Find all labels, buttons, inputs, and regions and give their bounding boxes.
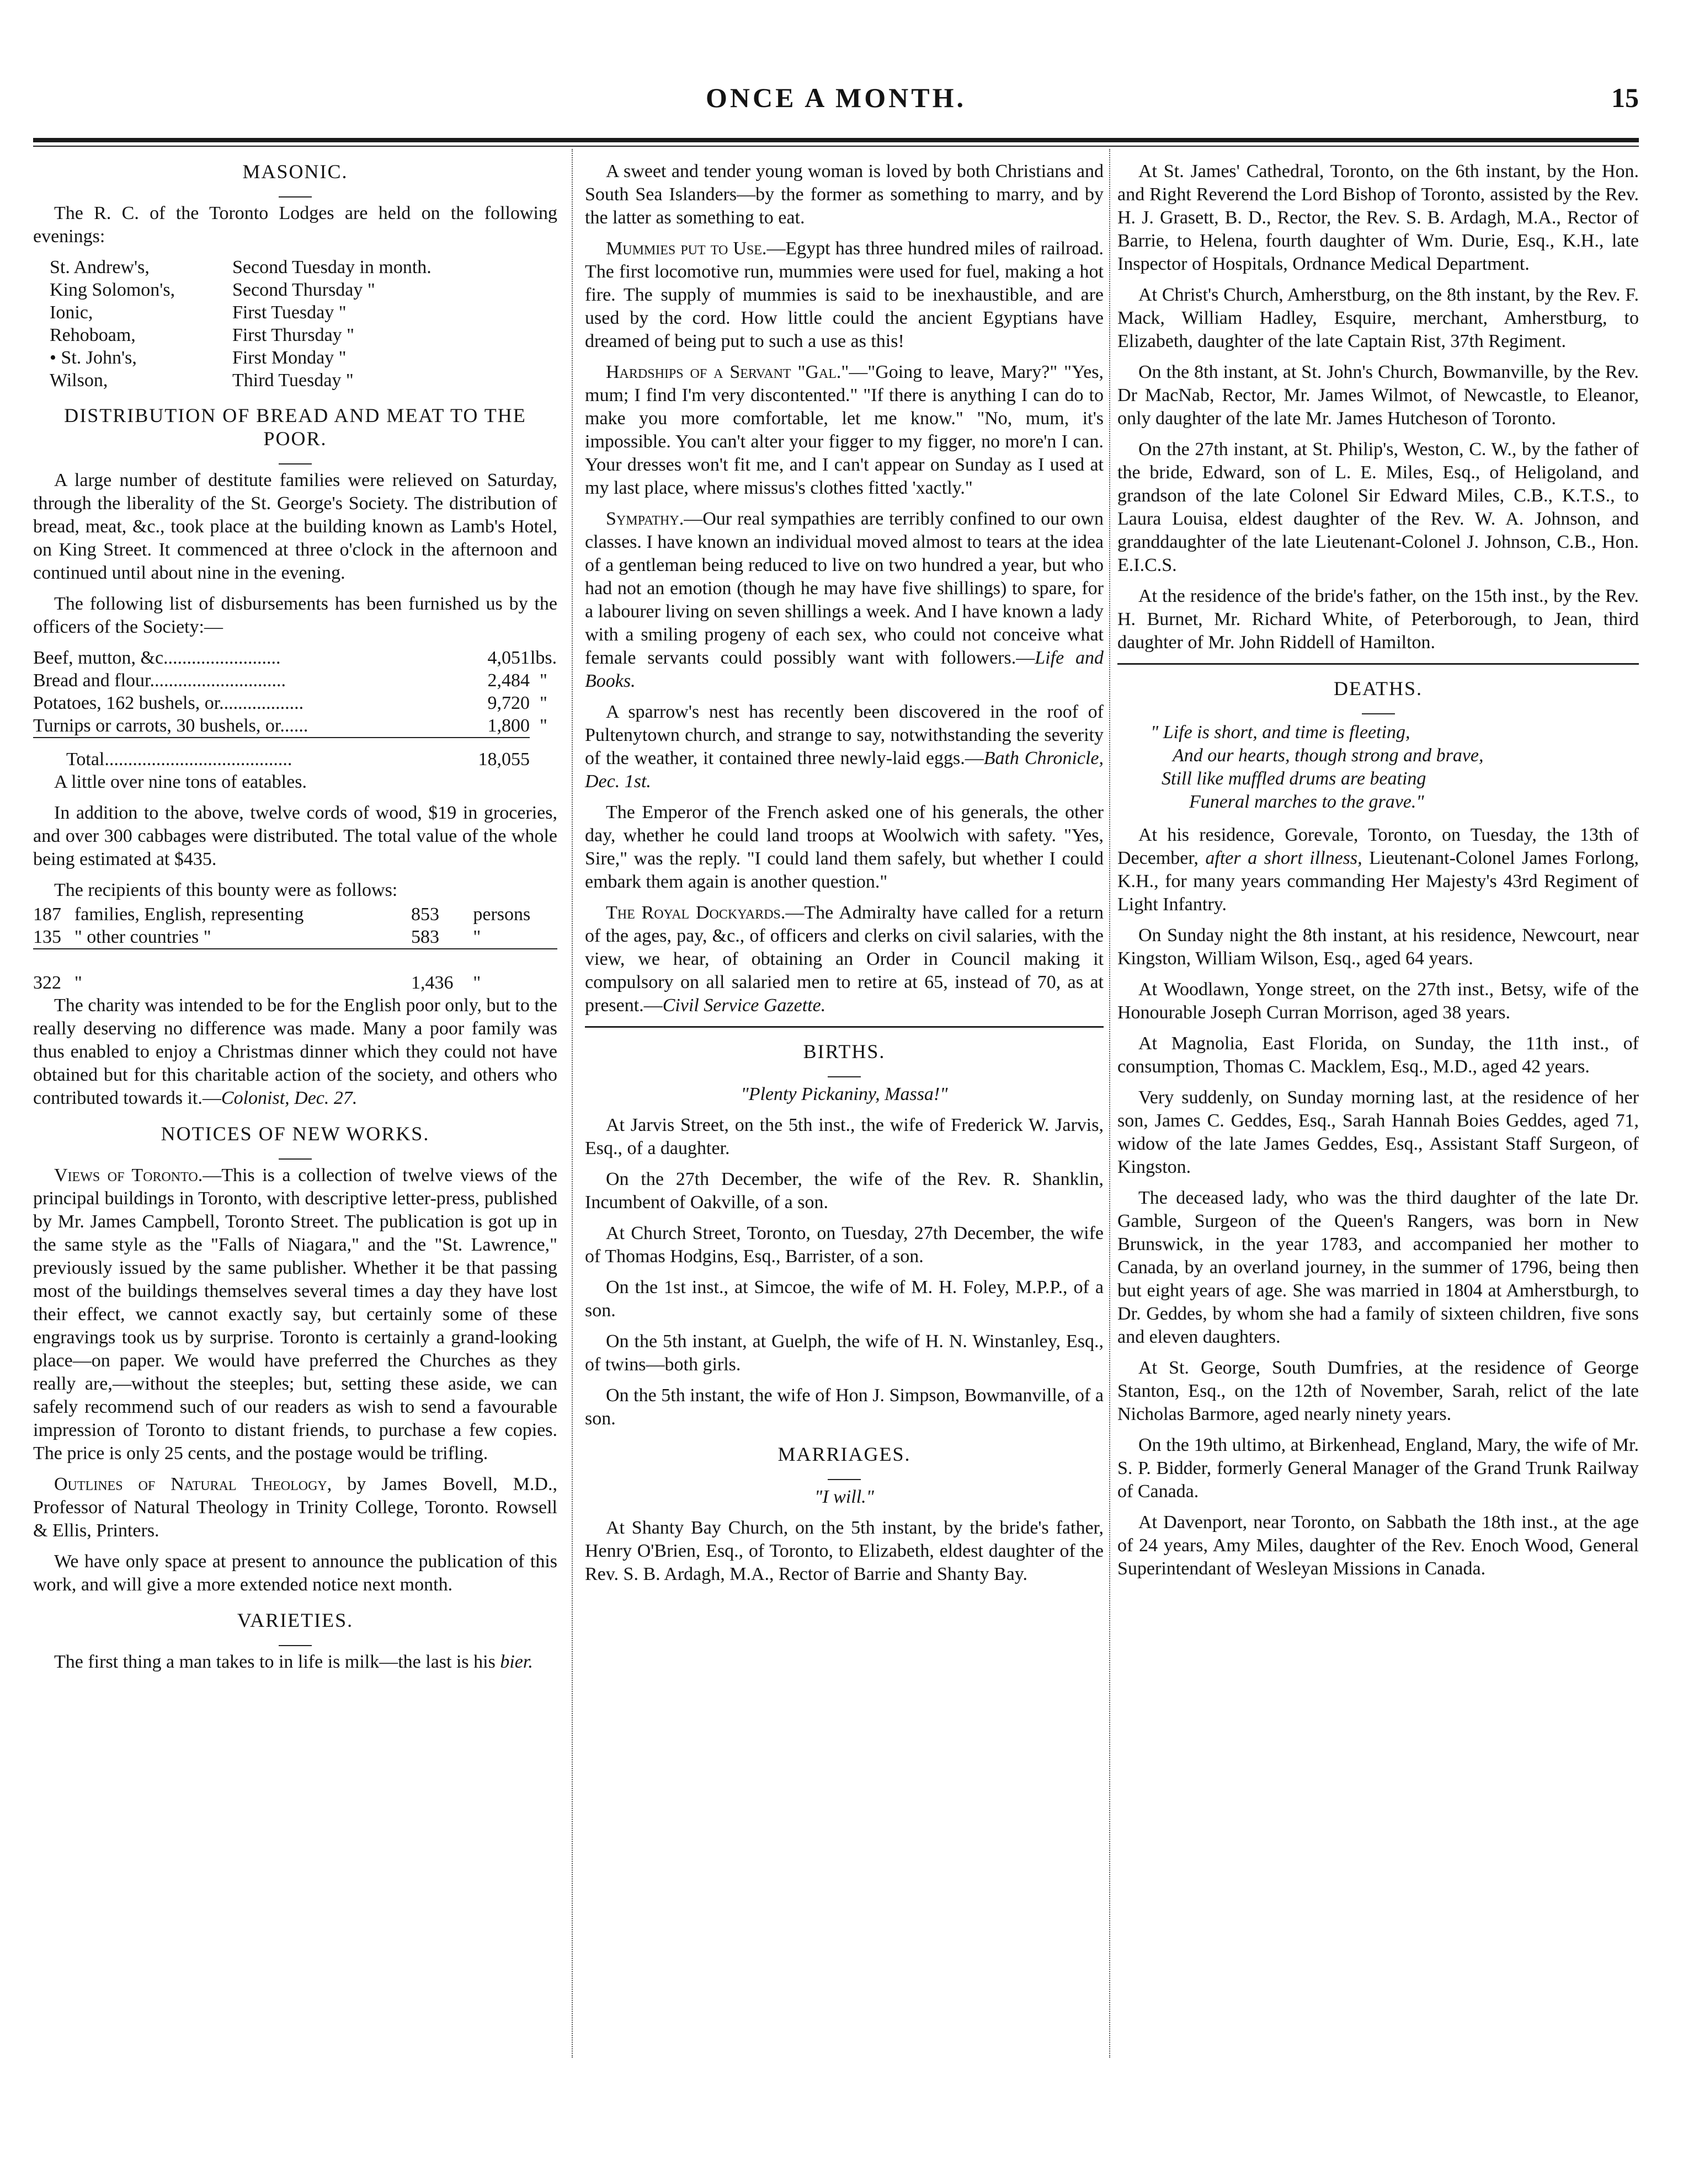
paragraph-text: —Our real sympathies are terribly confined to our own classes. I have known an individual moved almost to tears at the idea of a gentleman being reduced to live on two hundred a year, but who had not an emotion (though he may have five shillings) to spare, for a labourer living on seven shillings a week. And I have known a lady with a smiling progeny of each sex, who could not conceive what female servants could possibly want with followers.—: [585, 509, 1104, 668]
section-heading: MASONIC.: [242, 161, 348, 183]
table-row: [33, 279, 557, 301]
table-row: [33, 669, 557, 692]
section-motto: "I will.": [814, 1487, 874, 1507]
lodge-name: Ionic,: [50, 302, 93, 323]
death-entry: At Davenport, near Toronto, on Sabbath the 18th inst., at the age of 24 years, Amy Miles, daughter of the Rev. Enoch Wood, General Superintendant of Wesleyan Missions in Canada.: [1117, 1512, 1639, 1579]
recipient-desc: families, English, representing: [74, 904, 304, 925]
lodge-name: • St. John's,: [50, 348, 137, 368]
total-value: 18,055: [451, 738, 530, 771]
lodge-day: First Thursday ": [232, 325, 355, 345]
marriage-entry: On the 8th instant, at St. John's Church, Bowmanville, by the Rev. Dr MacNab, Rector, Mr. James Wilmot, of Newcastle, to Eleanor, only daughter of the late Mr. James Hutcheson of Toronto.: [1117, 362, 1639, 429]
section-motto: "Plenty Pickaniny, Massa!": [741, 1084, 948, 1104]
recipient-count: 135: [33, 927, 61, 947]
lodge-name: Wilson,: [50, 370, 108, 391]
recipient-unit: persons: [473, 904, 531, 925]
paragraph: The recipients of this bounty were as follows:: [54, 880, 398, 900]
paragraph: The Emperor of the French asked one of his generals, the other day, whether he could land troops at Woolwich with safety. "Yes, Sire," was the reply. "I could land them safely, but whether I could embark them again is another question.": [585, 802, 1104, 892]
death-entry: [1117, 824, 1639, 916]
birth-entry: On the 5th instant, at Guelph, the wife of H. N. Winstanley, Esq., of twins—both girls.: [585, 1331, 1104, 1375]
item-value: 4,051: [487, 648, 530, 668]
lodge-day: Third Tuesday ": [232, 370, 354, 391]
lodge-day: First Tuesday ": [232, 302, 347, 323]
section-heading: MARRIAGES.: [777, 1443, 911, 1465]
death-entry: At St. George, South Dumfries, at the residence of George Stanton, Esq., on the 12th of November, Sarah, relict of the late Nicholas Barmore, aged nearly ninety years.: [1117, 1358, 1639, 1424]
poem-line: And our hearts, though strong and brave,: [1173, 745, 1484, 766]
birth-entry: At Church Street, Toronto, on Tuesday, 27th December, the wife of Thomas Hodgins, Esq., Barrister, of a son.: [585, 1223, 1104, 1267]
poem-line: Still like muffled drums are beating: [1162, 768, 1426, 789]
section-heading: VARIETIES.: [237, 1609, 354, 1631]
item-value: 9,720: [487, 693, 530, 713]
table-row: [33, 647, 557, 669]
paragraph-text: The first thing a man takes to in life is milk—the last is his: [54, 1652, 500, 1672]
column-divider: [1109, 149, 1110, 2058]
birth-entry: On the 1st inst., at Simcoe, the wife of M. H. Foley, M.P.P., of a son.: [585, 1277, 1104, 1321]
header-rule-thin: [33, 146, 1639, 147]
death-entry: On the 19th ultimo, at Birkenhead, England, Mary, the wife of Mr. S. P. Bidder, formerly General Manager of the Grand Trunk Railway of Canada.: [1117, 1435, 1639, 1502]
paragraph-text: At his residence, Gorevale, Toronto, on Tuesday, the 13th of December,: [1117, 825, 1639, 868]
paragraph: In addition to the above, twelve cords of wood, $19 in groceries, and over 300 cabbages were distributed. The total value of the whole being estimated at $435.: [33, 803, 557, 869]
paragraph: [33, 1651, 557, 1674]
paragraph: [585, 701, 1104, 793]
item-value: 1,800: [487, 715, 530, 736]
emphasis: bier.: [500, 1652, 533, 1672]
birth-entry: At Jarvis Street, on the 5th inst., the wife of Frederick W. Jarvis, Esq., of a daughter.: [585, 1115, 1104, 1158]
paragraph: [33, 1164, 557, 1465]
death-entry: Very suddenly, on Sunday morning last, at the residence of her son, James C. Geddes, Esq., Sarah Hannah Boies Geddes, aged 71, widow of the late James Geddes, Esq., Assistant Staff Surgeon, of Kingston.: [1117, 1087, 1639, 1177]
death-entry: The deceased lady, who was the third daughter of the late Dr. Gamble, Surgeon of the Queen's Rangers, was born in New Brunswick, in the year 1783, and accompanied her mother to Canada, by an overland journey, in the summer of 1796, being then but eight years of age. She was married in 1804 at Amherstburgh, to Dr. Geddes, by whom she had a family of sixteen children, five sons and eleven daughters.: [1117, 1188, 1639, 1347]
recipient-persons: 853: [411, 904, 440, 925]
column-right: [1117, 160, 1639, 1588]
source-citation: Bath Chronicle, Dec. 1st.: [585, 748, 1104, 792]
item-unit: ": [540, 715, 547, 736]
death-entry: At Woodlawn, Yonge street, on the 27th inst., Betsy, wife of the Honourable Joseph Curran Morrison, aged 38 years.: [1117, 979, 1639, 1023]
marriage-entry: At Shanty Bay Church, on the 5th instant, by the bride's father, Henry O'Brien, Esq., of Toronto, to Elizabeth, eldest daughter of the Rev. S. B. Ardagh, M.A., Rector of Barrie and Shanty Bay.: [585, 1518, 1104, 1584]
epigraph-poem: [1117, 721, 1639, 814]
item-unit: ": [540, 693, 547, 713]
paragraph: [33, 994, 557, 1110]
lodge-name: St. Andrew's,: [50, 257, 150, 277]
birth-entry: On the 27th December, the wife of the Rev. R. Shanklin, Incumbent of Oakville, of a son.: [585, 1169, 1104, 1213]
table-row: [33, 714, 557, 738]
heading-dash: [1117, 702, 1639, 715]
item-label: Beef, mutton, &c.........................: [33, 648, 281, 668]
heading-dash: [585, 1065, 1104, 1078]
section-heading: NOTICES OF NEW WORKS.: [161, 1123, 430, 1145]
lead-in: Hardships of a Servant "Gal.": [606, 362, 849, 382]
death-entry: On Sunday night the 8th instant, at his residence, Newcourt, near Kingston, William Wilson, Esq., aged 64 years.: [1117, 925, 1639, 969]
section-heading: DEATHS.: [1333, 677, 1423, 699]
running-title: ONCE A MONTH.: [706, 82, 966, 113]
table-row: [33, 369, 557, 392]
paragraph-text: Lieutenant-Colonel James Forlong, K.H., for many years commanding Her Majesty's 43rd Regiment of Light Infantry.: [1117, 848, 1639, 915]
section-heading: BIRTHS.: [803, 1040, 886, 1062]
item-unit: ": [540, 670, 547, 691]
paragraph: [585, 361, 1104, 500]
lodge-day: Second Thursday ": [232, 280, 375, 300]
heading-dash: [585, 1468, 1104, 1481]
lead-in: Views of Toronto.: [54, 1165, 203, 1186]
page-header: [33, 77, 1639, 132]
item-unit: lbs.: [530, 648, 557, 668]
recipient-count: 322: [33, 949, 74, 994]
page-number: 15: [1611, 82, 1639, 113]
paragraph: A little over nine tons of eatables.: [54, 772, 307, 792]
paragraph-text: —This is a collection of twelve views of the principal buildings in Toronto, with descriptive letter-press, published by Mr. James Campbell, Toronto Street. The publication is got up in the same style as the "Falls of Niagara," and the "St. Lawrence," previously issued by the same publisher. Whether it be that passing most of the buildings themselves several times a day they have lost their effect, we cannot exactly say, but certainly some of these engravings took us by surprise. Toronto is certainly a grand-looking place—on paper. We would have preferred the Churches as they really are,—without the steeples; but, setting these aside, we can safely recommend such of our readers as wish to send a favourable impression of Toronto to distant friends, to purchase a few copies. The price is only 25 cents, and the postage would be trifling.: [33, 1165, 557, 1464]
table-row: [33, 301, 557, 324]
lodge-day: First Monday ": [232, 348, 347, 368]
recipient-unit: ": [473, 927, 481, 947]
item-value: 2,484: [487, 670, 530, 691]
paragraph: The following list of disbursements has been furnished us by the officers of the Society:—: [33, 594, 557, 637]
poem-line: " Life is short, and time is fleeting,: [1151, 722, 1410, 743]
item-label: Potatoes, 162 bushels, or..................: [33, 693, 304, 713]
paragraph: A sweet and tender young woman is loved by both Christians and South Sea Islanders—by the former as something to marry, and by the latter as something to eat.: [585, 161, 1104, 228]
recipient-unit: ": [473, 949, 557, 994]
lodge-name: King Solomon's,: [50, 280, 175, 300]
recipient-count: 187: [33, 904, 61, 925]
recipient-desc: " other countries ": [74, 927, 211, 947]
table-row: [33, 903, 557, 926]
paragraph: The R. C. of the Toronto Lodges are held on the following evenings:: [33, 203, 557, 247]
marriage-entry: At St. James' Cathedral, Toronto, on the 6th instant, by the Hon. and Right Reverend the Lord Bishop of Toronto, assisted by the Rev. H. J. Grasett, B. D., Rector, the Rev. S. B. Ardagh, M.A., Rector of Barrie, to Helena, fourth daughter of Wm. Durie, Esq., K.H., late Inspector of Hospitals, Ordnance Medical Department.: [1117, 161, 1639, 274]
recipients-table: [33, 903, 557, 994]
marriage-entry: At the residence of the bride's father, on the 15th inst., by the Rev. H. Burnet, Mr. Richard White, of Peterborough, to Jean, third daughter of Mr. John Riddell of Hamilton.: [1117, 586, 1639, 653]
marriage-entry: On the 27th instant, at St. Philip's, Weston, C. W., by the father of the bride, Edward, son of L. E. Miles, Esq., of Heligoland, and grandson of the late Colonel Sir Edward Miles, C.B., K.T.S., to Laura Louisa, eldest daughter of the Rev. W. A. Johnson, and granddaughter of the late Lieutenant-Colonel J. Johnson, C.B., Hon. E.I.C.S.: [1117, 439, 1639, 575]
lead-in: The Royal Dockyards.: [606, 903, 786, 923]
paragraph-text: —Egypt has three hundred miles of railroad. The first locomotive run, mummies were used for fuel, making a hot fire. The supply of mummies is said to be inexhaustible, and are used by the cord. How little could the ancient Egyptians have dreamed of being put to such a use as this!: [585, 238, 1104, 351]
disbursement-table: [33, 647, 557, 771]
paragraph-text: by James Bovell, M.D., Professor of Natural Theology in Trinity College, Toronto. Rowsell & Ellis, Printers.: [33, 1474, 557, 1541]
heading-dash: [33, 1147, 557, 1161]
paragraph-text: A sparrow's nest has recently been discovered in the roof of Pultenytown church, and strange to say, notwithstanding the severity of the weather, it contained three newly-laid eggs.—: [585, 702, 1104, 768]
paragraph-text: The charity was intended to be for the English poor only, but to the really deserving no difference was made. Many a poor family was thus enabled to enjoy a Christmas dinner which they could not have obtained but for this charitable action of the society, and others who contributed towards it.—: [33, 995, 557, 1108]
source-citation: Life and Books.: [585, 648, 1104, 691]
item-label: Bread and flour.............................: [33, 670, 286, 691]
paragraph: [33, 1473, 557, 1542]
item-label: Turnips or carrots, 30 bushels, or......: [33, 715, 308, 736]
lead-in: Sympathy.: [606, 509, 684, 529]
heading-dash: [33, 452, 557, 466]
total-label: Total........................................: [33, 738, 451, 771]
lodge-table: [33, 256, 557, 392]
lodge-name: Rehoboam,: [50, 325, 136, 345]
table-row: [33, 692, 557, 714]
table-row: [33, 949, 557, 994]
paragraph-text: —"Going to leave, Mary?" "Yes, mum; I find I'm very discontented." "If there is anything I can do to make you more comfortable, let me know." "No, mum, it's impossible. You can't alter your figger to my figger, no more'n I can. Your dresses won't fit me, and I can't appear on Sunday as I used at my last place, where missus's clothes fitted 'xactly.": [585, 362, 1104, 498]
table-row: [33, 346, 557, 369]
paragraph: We have only space at present to announce the publication of this work, and will give a more extended notice next month.: [33, 1551, 557, 1595]
paragraph: A large number of destitute families were relieved on Saturday, through the liberality of the St. George's Society. The distribution of bread, meat, &c., took place at the building known as Lamb's Hotel, on King Street. It commenced at three o'clock in the afternoon and continued until about nine in the evening.: [33, 470, 557, 583]
source-citation: Colonist, Dec. 27.: [221, 1088, 358, 1108]
heading-dash: [33, 1634, 557, 1647]
table-row: [33, 256, 557, 279]
recipient-persons: 583: [411, 927, 440, 947]
column-divider: [572, 149, 573, 2058]
heading-dash: [33, 185, 557, 199]
source-citation: Civil Service Gazette.: [662, 995, 826, 1016]
recipient-desc: ": [74, 949, 411, 994]
paragraph: [585, 508, 1104, 693]
section-rule: [585, 1026, 1104, 1028]
marriage-entry: At Christ's Church, Amherstburg, on the 8th instant, by the Rev. F. Mack, William Hadley, Esquire, merchant, Amherstburg, to Elizabeth, daughter of the late Captain Rist, 37th Regiment.: [1117, 285, 1639, 351]
paragraph-text: —The Admiralty have called for a return of the ages, pay, &c., of officers and clerks on civil salaries, with the view, we hear, of obtaining an Order in Council making it compulsory on all salaried men to retire at 65, instead of 70, as at present.—: [585, 903, 1104, 1016]
paragraph: [585, 237, 1104, 353]
recipient-persons: 1,436: [411, 949, 473, 994]
section-heading: DISTRIBUTION OF BREAD AND MEAT TO THE POOR.: [64, 404, 526, 450]
column-left: [33, 160, 557, 1681]
section-rule: [1117, 663, 1639, 665]
header-rule: [33, 138, 1639, 142]
lodge-day: Second Tuesday in month.: [232, 257, 432, 277]
lead-in: Outlines of Natural Theology,: [54, 1474, 332, 1494]
total-row: [33, 738, 557, 771]
death-entry: At Magnolia, East Florida, on Sunday, the 11th inst., of consumption, Thomas C. Macklem, Esq., M.D., aged 42 years.: [1117, 1033, 1639, 1077]
lead-in: Mummies put to Use.: [606, 238, 767, 259]
column-middle: [585, 160, 1104, 1594]
emphasis: after a short illness,: [1205, 848, 1362, 868]
birth-entry: On the 5th instant, the wife of Hon J. Simpson, Bowmanville, of a son.: [585, 1385, 1104, 1429]
paragraph: [585, 901, 1104, 1017]
table-row: [33, 324, 557, 346]
poem-line: Funeral marches to the grave.": [1189, 792, 1424, 812]
table-row: [33, 926, 557, 949]
